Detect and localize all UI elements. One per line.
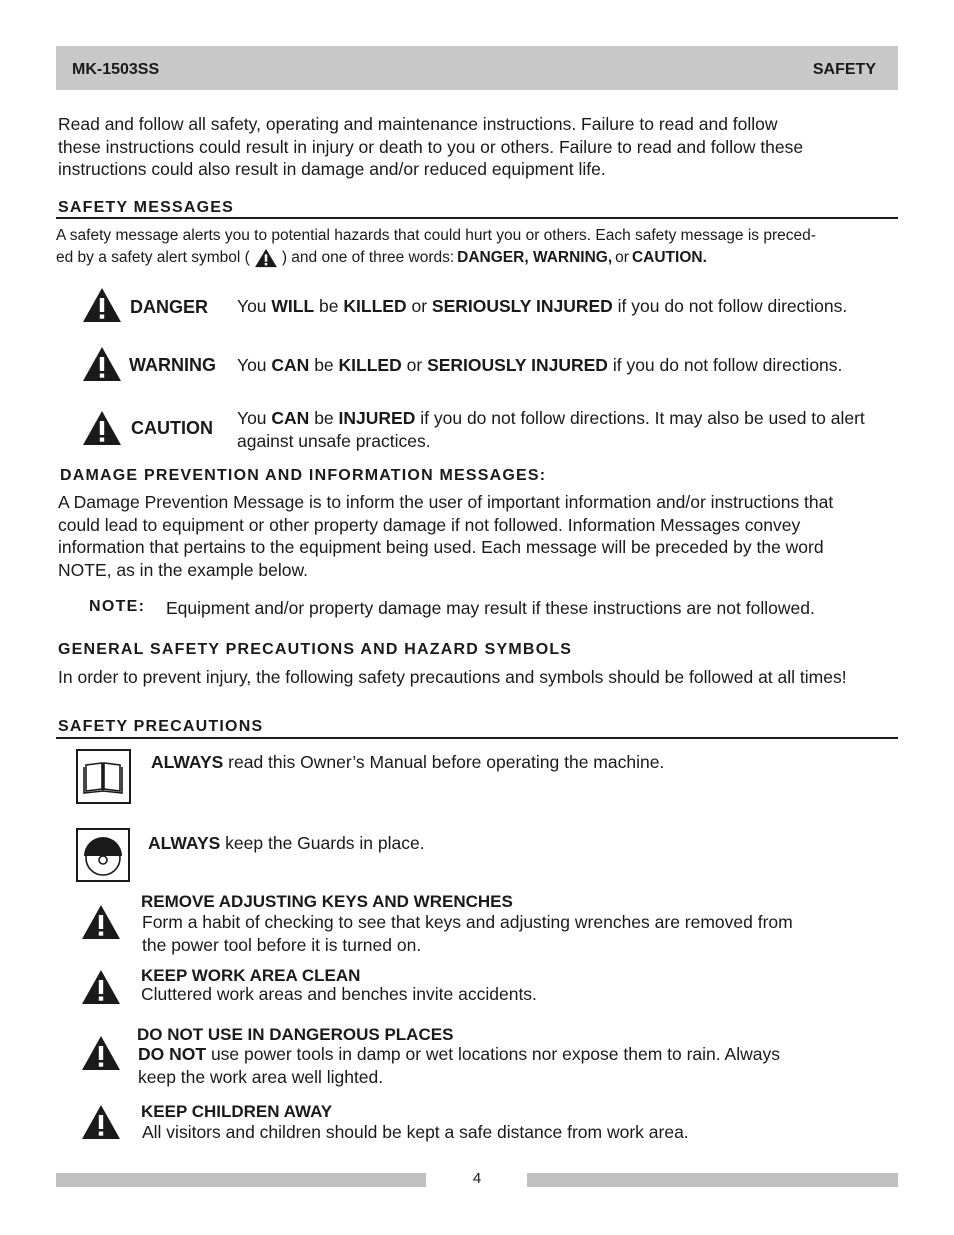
guard-symbol	[76, 828, 130, 882]
clean-title: KEEP WORK AREA CLEAN	[141, 966, 361, 985]
clean-alert-icon	[81, 969, 121, 1005]
text-fragment: if you do not follow directions.	[612, 355, 843, 375]
damage-prevention-paragraph	[58, 491, 928, 581]
text-fragment: KILLED	[343, 296, 407, 316]
section-title: SAFETY	[812, 61, 876, 78]
danger-label: DANGER	[130, 297, 209, 317]
text-fragment: You	[237, 296, 267, 316]
intro-paragraph	[58, 113, 918, 181]
children-text: All visitors and children should be kept a safe distance from work area.	[142, 1122, 689, 1142]
text-fragment: keep the Guards in place.	[225, 833, 425, 853]
model-number: MK-1503SS	[72, 61, 160, 78]
text-fragment: or	[406, 355, 423, 375]
caution-alert-icon	[82, 410, 122, 446]
text-fragment: ALWAYS	[151, 752, 224, 772]
note-label: NOTE:	[89, 598, 146, 615]
text-fragment: DO NOT	[138, 1044, 207, 1064]
text-fragment: KILLED	[338, 355, 402, 375]
text-fragment: ) and one of three words:	[281, 249, 455, 266]
text-fragment: be	[314, 355, 334, 375]
children-title: KEEP CHILDREN AWAY	[141, 1102, 333, 1121]
text-fragment: You	[237, 355, 267, 375]
footer-bar-right	[527, 1173, 898, 1187]
places-line: keep the work area well lighted.	[138, 1066, 384, 1087]
danger-alert-icon	[82, 287, 122, 323]
section-rule	[56, 217, 898, 219]
places-text	[138, 1043, 898, 1088]
damage-line: information that pertains to the equipment being used. Each message will be preceded by the word	[58, 537, 824, 557]
safety-precautions-heading: SAFETY PRECAUTIONS	[58, 718, 264, 735]
warning-label: WARNING	[129, 355, 216, 375]
text-fragment: CAN	[271, 355, 310, 375]
warning-alert-icon	[82, 346, 122, 382]
section-rule	[56, 737, 898, 739]
places-alert-icon	[81, 1035, 121, 1071]
keys-title: REMOVE ADJUSTING KEYS AND WRENCHES	[141, 892, 513, 911]
damage-line: NOTE, as in the example below.	[58, 559, 308, 580]
header-bar	[56, 46, 898, 90]
general-precautions-heading: GENERAL SAFETY PRECAUTIONS AND HAZARD SYMBOLS	[58, 641, 573, 658]
safety-line	[56, 247, 936, 268]
text-fragment: WILL	[271, 296, 315, 316]
text-fragment: You	[237, 408, 267, 428]
danger-description	[237, 295, 847, 318]
caution-description	[237, 407, 917, 452]
text-fragment: ed by a safety alert symbol (	[56, 249, 250, 266]
text-fragment: CAUTION.	[631, 249, 707, 266]
text-fragment: use power tools in damp or wet locations nor expose them to rain. Always	[210, 1044, 780, 1064]
keys-line: Form a habit of checking to see that keys and adjusting wrenches are removed from	[142, 912, 793, 932]
text-fragment: SERIOUSLY INJURED	[427, 355, 608, 375]
text-fragment: be	[314, 408, 334, 428]
general-precautions-text: In order to prevent injury, the following safety precautions and symbols should be followed at all times!	[58, 667, 847, 687]
clean-text: Cluttered work areas and benches invite accidents.	[141, 984, 537, 1004]
caution-label: CAUTION	[131, 418, 213, 438]
caution-line: against unsafe practices.	[237, 430, 431, 451]
warning-description	[237, 354, 842, 377]
text-fragment: DANGER, WARNING,	[457, 249, 613, 266]
page-number: 4	[472, 1170, 482, 1187]
caution-line	[237, 407, 917, 430]
text-fragment: read this Owner’s Manual before operating the machine.	[228, 752, 665, 772]
text-fragment: SERIOUSLY INJURED	[431, 296, 613, 316]
text-fragment: INJURED	[338, 408, 416, 428]
safety-alert-icon	[253, 248, 279, 268]
footer-bar-left	[56, 1173, 426, 1187]
blade-guard-icon	[78, 830, 128, 880]
precaution-manual	[151, 751, 664, 774]
intro-line: Read and follow all safety, operating and maintenance instructions. Failure to read and follow	[58, 114, 778, 134]
text-fragment: be	[319, 296, 339, 316]
text-fragment: ALWAYS	[148, 833, 221, 853]
keys-alert-icon	[81, 904, 121, 940]
places-title: DO NOT USE IN DANGEROUS PLACES	[137, 1025, 454, 1044]
precaution-guards	[148, 832, 425, 855]
safety-line: A safety message alerts you to potential hazards that could hurt you or others. Each safety message is preced-	[56, 227, 816, 244]
keys-text	[142, 911, 902, 956]
text-fragment: if you do not follow directions. It may also be used to alert	[420, 408, 865, 428]
damage-prevention-heading: DAMAGE PREVENTION AND INFORMATION MESSAGES:	[60, 467, 547, 484]
keys-line: the power tool before it is turned on.	[142, 934, 422, 955]
book-icon	[78, 751, 129, 802]
text-fragment: or	[615, 249, 629, 266]
manual-symbol	[76, 749, 131, 804]
places-line	[138, 1043, 898, 1066]
intro-line: these instructions could result in injury or death to you or others. Failure to read and follow these	[58, 136, 804, 157]
damage-line: A Damage Prevention Message is to inform the user of important information and/or instructions that	[58, 492, 834, 512]
text-fragment: or	[411, 296, 428, 316]
note-text: Equipment and/or property damage may result if these instructions are not followed.	[166, 598, 815, 618]
text-fragment: CAN	[271, 408, 310, 428]
safety-messages-text	[56, 225, 936, 268]
damage-line: could lead to equipment or other property damage if not followed. Information Messages convey	[58, 514, 801, 535]
text-fragment: if you do not follow directions.	[617, 296, 848, 316]
intro-line: instructions could also result in damage and/or reduced equipment life.	[58, 159, 606, 179]
safety-messages-heading: SAFETY MESSAGES	[58, 199, 234, 216]
children-alert-icon	[81, 1104, 121, 1140]
